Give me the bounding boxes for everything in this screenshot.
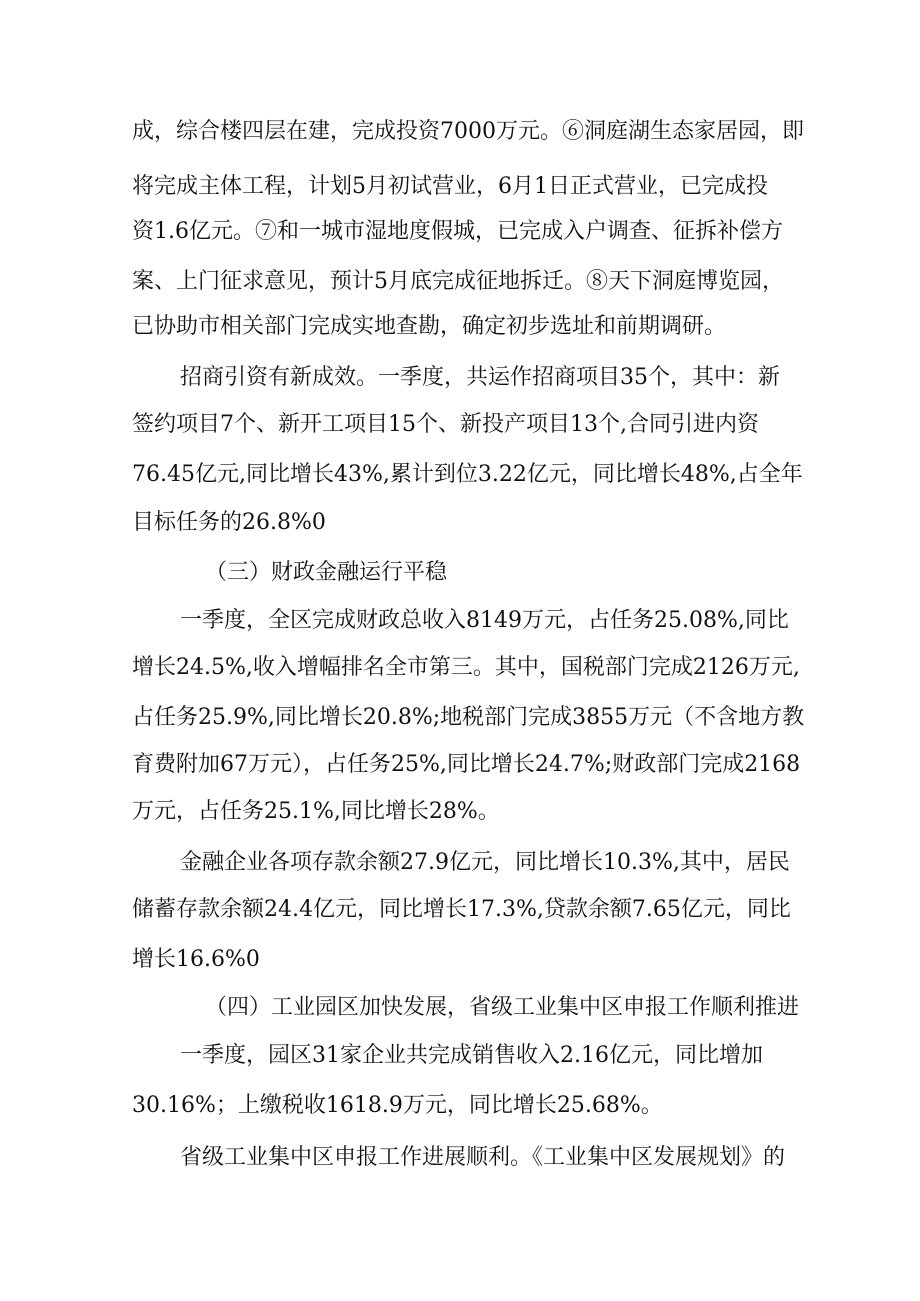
text-line: 案、上门征求意见，预计5月底完成征地拆迁。⑧天下洞庭博览园， <box>132 269 784 294</box>
text-line: 育费附加67万元），占任务25%,同比增长24.7%;财政部门完成2168 <box>132 752 801 777</box>
section-heading: （三）财政金融运行平稳 <box>205 560 448 585</box>
text-line: 占任务25.9%,同比增长20.8%;地税部门完成3855万元（不含地方教 <box>132 705 805 730</box>
text-line: 30.16%；上缴税收1618.9万元，同比增长25.68%。 <box>132 1093 663 1118</box>
text-line: 将完成主体工程，计划5月初试营业，6月1日正式营业，已完成投 <box>132 174 768 199</box>
text-line: 增长24.5%,收入增幅排名全市第三。其中，国税部门完成2126万元, <box>132 655 800 680</box>
text-line: 签约项目7个、新开工项目15个、新投产项目13个,合同引进内资 <box>132 412 759 437</box>
text-line: 增长16.6%0 <box>132 947 260 972</box>
text-line: 储蓄存款余额24.4亿元，同比增长17.3%,贷款余额7.65亿元，同比 <box>132 897 791 922</box>
text-line: 招商引资有新成效。一季度，共运作招商项目35个，其中：新 <box>180 365 780 390</box>
text-line: 目标任务的26.8%0 <box>132 510 326 535</box>
text-line: 资1.6亿元。⑦和一城市湿地度假城，已完成入户调查、征拆补偿方 <box>132 219 783 244</box>
text-line: 金融企业各项存款余额27.9亿元，同比增长10.3%,其中，居民 <box>180 850 790 875</box>
text-line: 已协助市相关部门完成实地查勘，确定初步选址和前期调研。 <box>132 314 727 339</box>
text-line: 一季度，园区31家企业共完成销售收入2.16亿元，同比增加 <box>180 1043 763 1068</box>
text-line: 万元，占任务25.1%,同比增长28%。 <box>132 799 500 824</box>
text-line: 省级工业集中区申报工作进展顺利。《工业集中区发展规划》的 <box>180 1145 786 1170</box>
text-line: 成，综合楼四层在建，完成投资7000万元。⑥洞庭湖生态家居园，即 <box>132 119 804 144</box>
text-line: 76.45亿元,同比增长43%,累计到位3.22亿元，同比增长48%,占全年 <box>132 462 803 487</box>
section-heading: （四）工业园区加快发展，省级工业集中区申报工作顺利推进 <box>205 995 800 1020</box>
text-line: 一季度，全区完成财政总收入8149万元，占任务25.08%,同比 <box>180 608 789 633</box>
